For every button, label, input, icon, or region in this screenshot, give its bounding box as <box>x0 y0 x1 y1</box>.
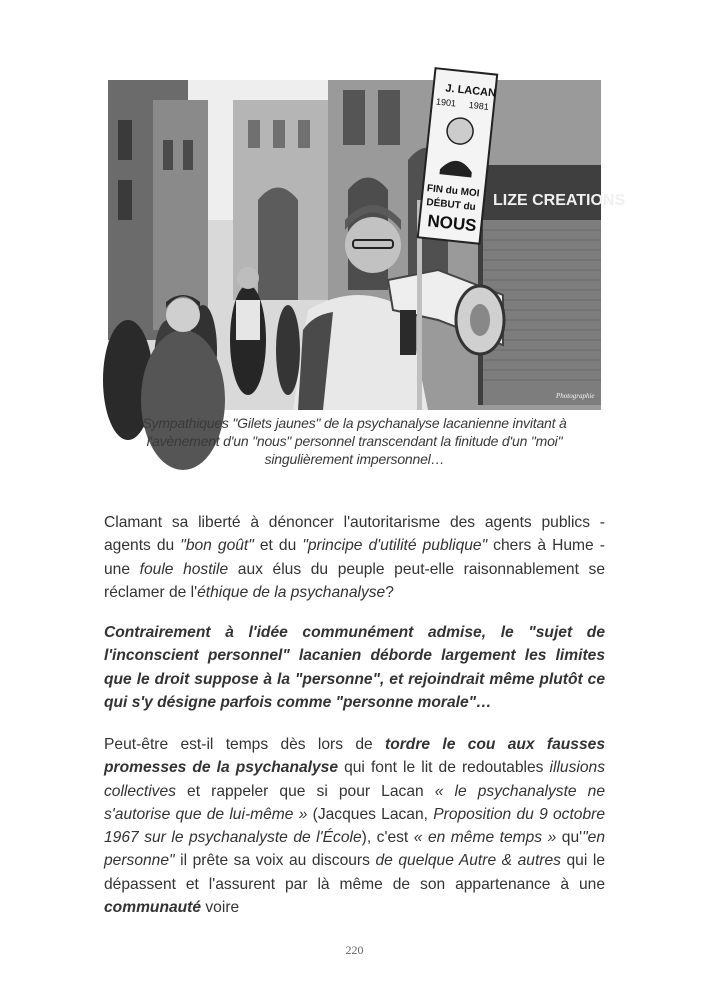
p3-bold-2: communauté <box>104 899 202 917</box>
p1-text-3: chers à Hume - une <box>104 537 605 578</box>
p3-italic-6: de quelque Autre & autres <box>375 852 561 870</box>
p3-text-2: qui font le lit de redoutables <box>338 759 550 777</box>
p1-text-5: ? <box>385 583 394 601</box>
p3-text-4: (Jacques Lacan, <box>307 805 434 823</box>
sign-line2: DÉBUT du <box>425 197 477 214</box>
paragraph-2: Contrairement à l'idée communément admise, le "sujet de l'inconscient personnel" lacanien déborde largement les limites que le droit suppose à la "personne", et rejoindrait même plutôt ce qui s'y désigne parfois comme "personne morale"… <box>104 624 605 711</box>
paragraph-3 <box>104 733 605 919</box>
p3-text-5: ), c'est <box>361 829 414 847</box>
p1-text-4: aux élus du peuple peut-elle raisonnablement se réclamer de l' <box>104 560 605 601</box>
shop-sign: LIZE CREATIONS <box>493 192 626 209</box>
sign-name: J. LACAN <box>444 82 497 100</box>
p1-italic-2: "principe d'utilité publique" <box>302 537 488 555</box>
p1-text-1: Clamant sa liberté à dénoncer l'autoritarisme des agents publics - agents du <box>104 514 605 555</box>
p3-text-9: voire <box>201 899 240 917</box>
page-number: 220 <box>345 943 364 957</box>
p3-bold-1: tordre le cou aux fausses promesses de la psychanalyse <box>104 736 605 777</box>
p3-text-7: il prête sa voix au discours <box>174 852 376 870</box>
p3-italic-3: Proposition du 9 octobre 1967 sur le psychanalyste de l'École <box>104 805 605 847</box>
p3-text-6: qu' <box>556 829 583 847</box>
caption-line-3: singulièrement impersonnel… <box>264 451 445 467</box>
p1-italic-1: "bon goût" <box>180 537 254 555</box>
caption-line-1: Sympathiques "Gilets jaunes" de la psychanalyse lacanienne invitant à <box>142 415 567 431</box>
p1-italic-4: éthique de la psychanalyse <box>197 583 386 601</box>
p3-italic-4: « en même temps » <box>413 829 557 847</box>
p3-text-3: et rappeler que si pour Lacan <box>175 782 435 800</box>
sign-line3: NOUS <box>426 211 478 236</box>
photo-caption <box>108 414 601 468</box>
photo-watermark: Photographie <box>556 392 595 400</box>
p1-italic-3: foule hostile <box>139 560 229 578</box>
sign-line1: FIN du MOI <box>426 182 480 200</box>
sign-year-left: 1901 <box>435 96 457 109</box>
p3-text-8: qui le dépassent et l'assurent par là même de son appartenance à une <box>104 852 605 893</box>
paragraph-1 <box>104 511 605 604</box>
p3-italic-2: « le psychanalyste ne s'autorise que de lui-même » <box>104 782 606 823</box>
p3-italic-1: illusions collectives <box>104 759 605 800</box>
caption-line-2: l'avènement d'un "nous" personnel transcendant la finitude d'un "moi" <box>146 433 563 449</box>
p3-italic-5: "en personne" <box>104 829 606 870</box>
protest-photo-graphic <box>108 80 626 410</box>
illustration-photo <box>108 80 626 410</box>
p1-text-2: et du <box>253 537 303 555</box>
sign-year-right: 1981 <box>468 99 490 112</box>
p3-text-1: Peut-être est-il temps dès lors de <box>104 736 386 753</box>
